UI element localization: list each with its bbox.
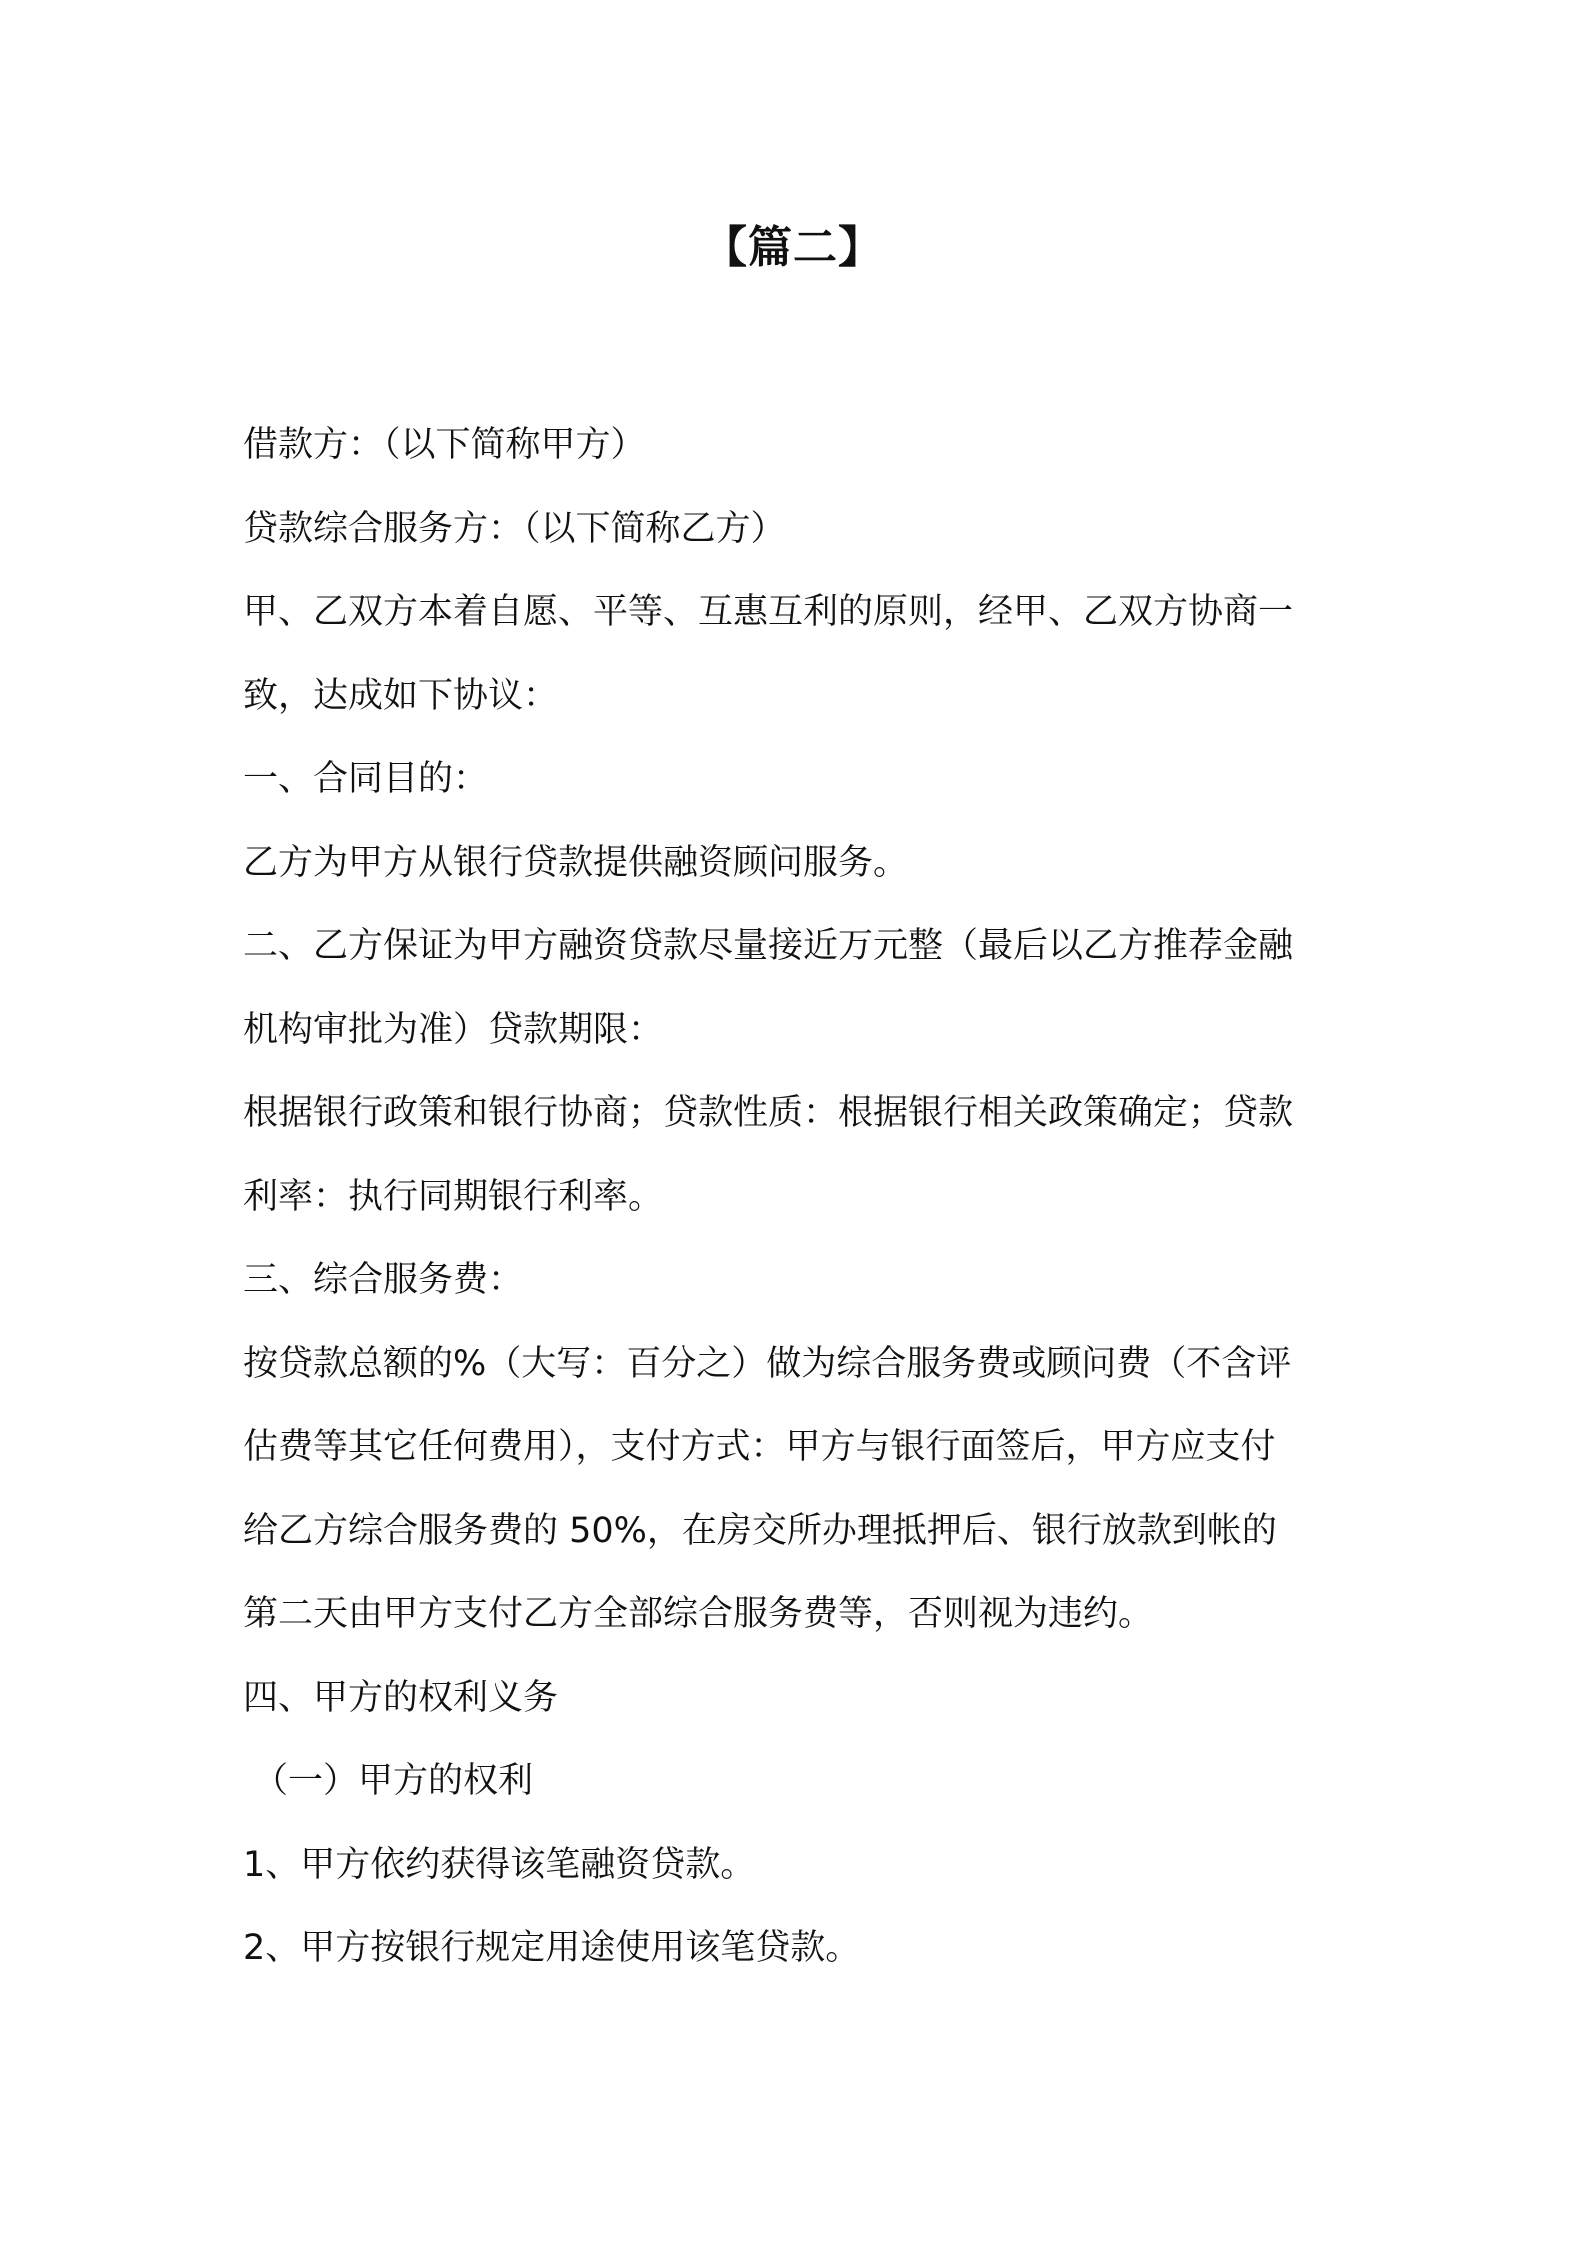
paragraph-line: 机构审批为准）贷款期限： [243,1009,664,1050]
list-item: 1、甲方依约获得该笔融资贷款。 [243,1844,756,1885]
list-item: 2、甲方按银行规定用途使用该笔贷款。 [243,1928,861,1968]
document-body [243,404,1353,1991]
document-title: 【篇二】 [703,222,883,273]
paragraph-line: 按贷款总额的%（大写：百分之）做为综合服务费或顾问费（不含评 [243,1343,1292,1384]
paragraph-line: 乙方为甲方从银行贷款提供融资顾问服务。 [243,842,909,883]
paragraph-line: 第二天由甲方支付乙方全部综合服务费等，否则视为违约。 [243,1594,1154,1634]
section-heading: 四、甲方的权利义务 [243,1677,559,1718]
paragraph-line: 利率：执行同期银行利率。 [243,1176,664,1217]
section-heading: 二、乙方保证为甲方融资贷款尽量接近万元整（最后以乙方推荐金融 [243,926,1294,966]
paragraph-line: 估费等其它任何费用），支付方式：甲方与银行面签后，甲方应支付 [243,1427,1276,1467]
paragraph-line: 根据银行政策和银行协商；贷款性质：根据银行相关政策确定；贷款 [243,1093,1294,1133]
section-heading: 三、综合服务费： [243,1260,524,1300]
section-heading: 一、合同目的： [243,759,489,799]
paragraph-line: 借款方：（以下简称甲方） [243,425,646,465]
paragraph-line: 给乙方综合服务费的 50%，在房交所办理抵押后、银行放款到帐的 [243,1510,1277,1551]
subsection-heading: （一）甲方的权利 [253,1761,534,1801]
paragraph-line: 甲、乙双方本着自愿、平等、互惠互利的原则，经甲、乙双方协商一 [243,592,1294,632]
paragraph-line: 致，达成如下协议： [243,675,559,716]
paragraph-line: 贷款综合服务方：（以下简称乙方） [243,508,786,549]
